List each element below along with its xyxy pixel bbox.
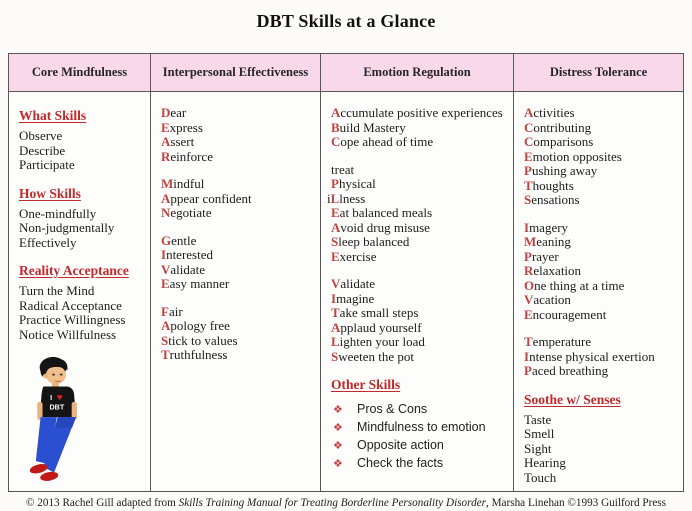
skill-item: Notice Willfulness — [19, 326, 117, 342]
dbt-skills-sheet — [0, 11, 692, 511]
skill-item: Temperature — [524, 334, 592, 349]
skill-item: Sweeten the pot — [331, 348, 415, 364]
bullet-item — [331, 419, 507, 437]
skill-group — [331, 277, 507, 364]
page-title: DBT Skills at a Glance — [256, 11, 436, 31]
skill-heading: Reality Acceptance — [19, 263, 129, 278]
skill-group — [524, 106, 677, 208]
skill-item: Comparisons — [524, 134, 594, 149]
skill-heading: How Skills — [19, 185, 81, 201]
column-header-emotion-regulation: Emotion Regulation — [321, 54, 514, 91]
skill-item: Sensations — [524, 192, 580, 207]
skill-item: Validate — [161, 261, 206, 277]
skill-item: Assert — [161, 134, 195, 149]
footer-prefix: © 2013 Rachel Gill adapted from — [25, 497, 179, 509]
skill-item: Turn the Mind — [19, 283, 95, 298]
skill-group — [19, 207, 144, 251]
skill-item: Activities — [524, 105, 575, 120]
skill-item: Participate — [19, 157, 75, 172]
skill-group — [327, 161, 507, 265]
column-header-core-mindfulness: Core Mindfulness — [9, 54, 151, 91]
skill-item: Smell — [524, 426, 555, 441]
skill-item: Relaxation — [524, 263, 582, 278]
skill-item: Cope ahead of time — [331, 134, 434, 149]
skill-item: Encouragement — [524, 306, 607, 322]
skill-item: Negotiate — [161, 205, 212, 220]
skill-item: Contributing — [524, 119, 592, 135]
skill-item: Hearing — [524, 455, 566, 470]
skill-item: One-mindfully — [19, 205, 97, 221]
skill-item: Apology free — [161, 318, 230, 333]
skill-item: Lighten your load — [331, 334, 425, 349]
skill-item: Imagery — [524, 219, 569, 235]
skill-item: Express — [161, 119, 203, 135]
skill-item: Paced breathing — [524, 363, 609, 378]
skill-item: Prayer — [524, 248, 559, 264]
skill-item: Avoid drug misuse — [331, 219, 430, 235]
skill-item: Thoughts — [524, 177, 574, 193]
skill-item: Build Mastery — [331, 119, 406, 135]
skill-heading: Soothe w/ Senses — [524, 391, 621, 407]
skill-item: Exercise — [331, 248, 377, 264]
skill-item: Sight — [524, 440, 552, 456]
diamond-bullet-icon: ❖ — [333, 440, 343, 452]
bullet-label: Mindfulness to emotion — [357, 420, 486, 434]
skill-item: Physical — [331, 176, 376, 191]
cartoon-boy-icon — [23, 355, 85, 485]
bullet-item — [331, 437, 507, 455]
skill-item: Observe — [19, 128, 63, 143]
skill-item: Describe — [19, 142, 66, 158]
bullet-item — [331, 455, 507, 473]
skill-item: Intense physical exertion — [524, 348, 655, 364]
diamond-bullet-icon: ❖ — [333, 404, 343, 416]
diamond-bullet-icon: ❖ — [333, 422, 343, 434]
skill-item: Radical Acceptance — [19, 297, 122, 313]
skill-item: Dear — [161, 105, 187, 120]
skill-item: Pushing away — [524, 163, 598, 178]
bullet-label: Pros & Cons — [357, 402, 428, 416]
skill-item: Fair — [161, 303, 183, 319]
skill-item: Applaud yourself — [331, 319, 422, 335]
skill-group — [161, 305, 314, 363]
diamond-bullet-icon: ❖ — [333, 458, 343, 470]
skill-group — [524, 335, 677, 379]
column-header-interpersonal-effectiveness: Interpersonal Effectiveness — [151, 54, 321, 91]
skill-item: Practice Willingness — [19, 312, 126, 327]
column-distress-tolerance — [514, 92, 683, 491]
skill-group — [331, 106, 507, 150]
skill-item: Sleep balanced — [331, 234, 410, 249]
bullet-list — [331, 401, 507, 473]
skill-item: Eat balanced meals — [331, 205, 433, 220]
skill-item: iLlness — [327, 190, 366, 206]
column-core-mindfulness — [9, 92, 151, 491]
skill-item: Effectively — [19, 234, 77, 250]
skill-item: Accumulate positive experiences — [331, 105, 503, 120]
bullet-label: Check the facts — [357, 456, 444, 470]
skill-item: Reinforce — [161, 148, 213, 164]
skill-group — [19, 129, 144, 173]
skill-item: Appear confident — [161, 190, 252, 206]
skill-group — [524, 221, 677, 323]
skill-item: Touch — [524, 469, 557, 485]
shirt-text-dbt: DBT — [49, 403, 65, 412]
footer-book-title: Skills Training Manual for Treating Borderline Personality Disorder — [178, 497, 486, 509]
skill-item: Stick to values — [161, 332, 238, 348]
skill-group — [524, 413, 677, 486]
skill-item: Mindful — [161, 176, 205, 191]
skill-item: Easy manner — [161, 276, 230, 291]
skill-group — [161, 106, 314, 164]
footer-suffix: , Marsha Linehan ©1993 Guilford Press — [486, 497, 667, 509]
skill-item: Vacation — [524, 292, 571, 307]
column-emotion-regulation — [321, 92, 514, 491]
bullet-item — [331, 401, 507, 419]
skill-group — [161, 177, 314, 221]
skill-heading: Other Skills — [331, 377, 401, 392]
shirt-heart-icon: ♥ — [56, 392, 63, 402]
skill-item: Validate — [331, 276, 376, 291]
skill-item: Non-judgmentally — [19, 220, 115, 235]
skill-item: treat — [331, 161, 355, 177]
footer-credit — [0, 497, 692, 509]
skill-item: Interested — [161, 247, 213, 262]
skill-item: Gentle — [161, 232, 197, 248]
skill-item: Take small steps — [331, 305, 419, 320]
skill-item: Emotion opposites — [524, 148, 622, 164]
skills-table — [8, 53, 684, 492]
skill-item: Imagine — [331, 290, 375, 306]
shirt-text-i: I — [50, 393, 53, 402]
bullet-label: Opposite action — [357, 438, 444, 452]
column-interpersonal-effectiveness — [151, 92, 321, 491]
skill-group — [19, 284, 144, 342]
table-body — [9, 92, 683, 491]
table-header-row — [9, 54, 683, 92]
column-header-distress-tolerance: Distress Tolerance — [549, 65, 648, 79]
skill-item: Truthfulness — [161, 347, 228, 362]
i-love-dbt-boy-figure — [23, 355, 144, 490]
skill-group — [161, 234, 314, 292]
skill-item: Taste — [524, 411, 552, 427]
skill-item: One thing at a time — [524, 277, 625, 293]
skill-heading: What Skills — [19, 108, 87, 123]
skill-item: Meaning — [524, 234, 571, 249]
